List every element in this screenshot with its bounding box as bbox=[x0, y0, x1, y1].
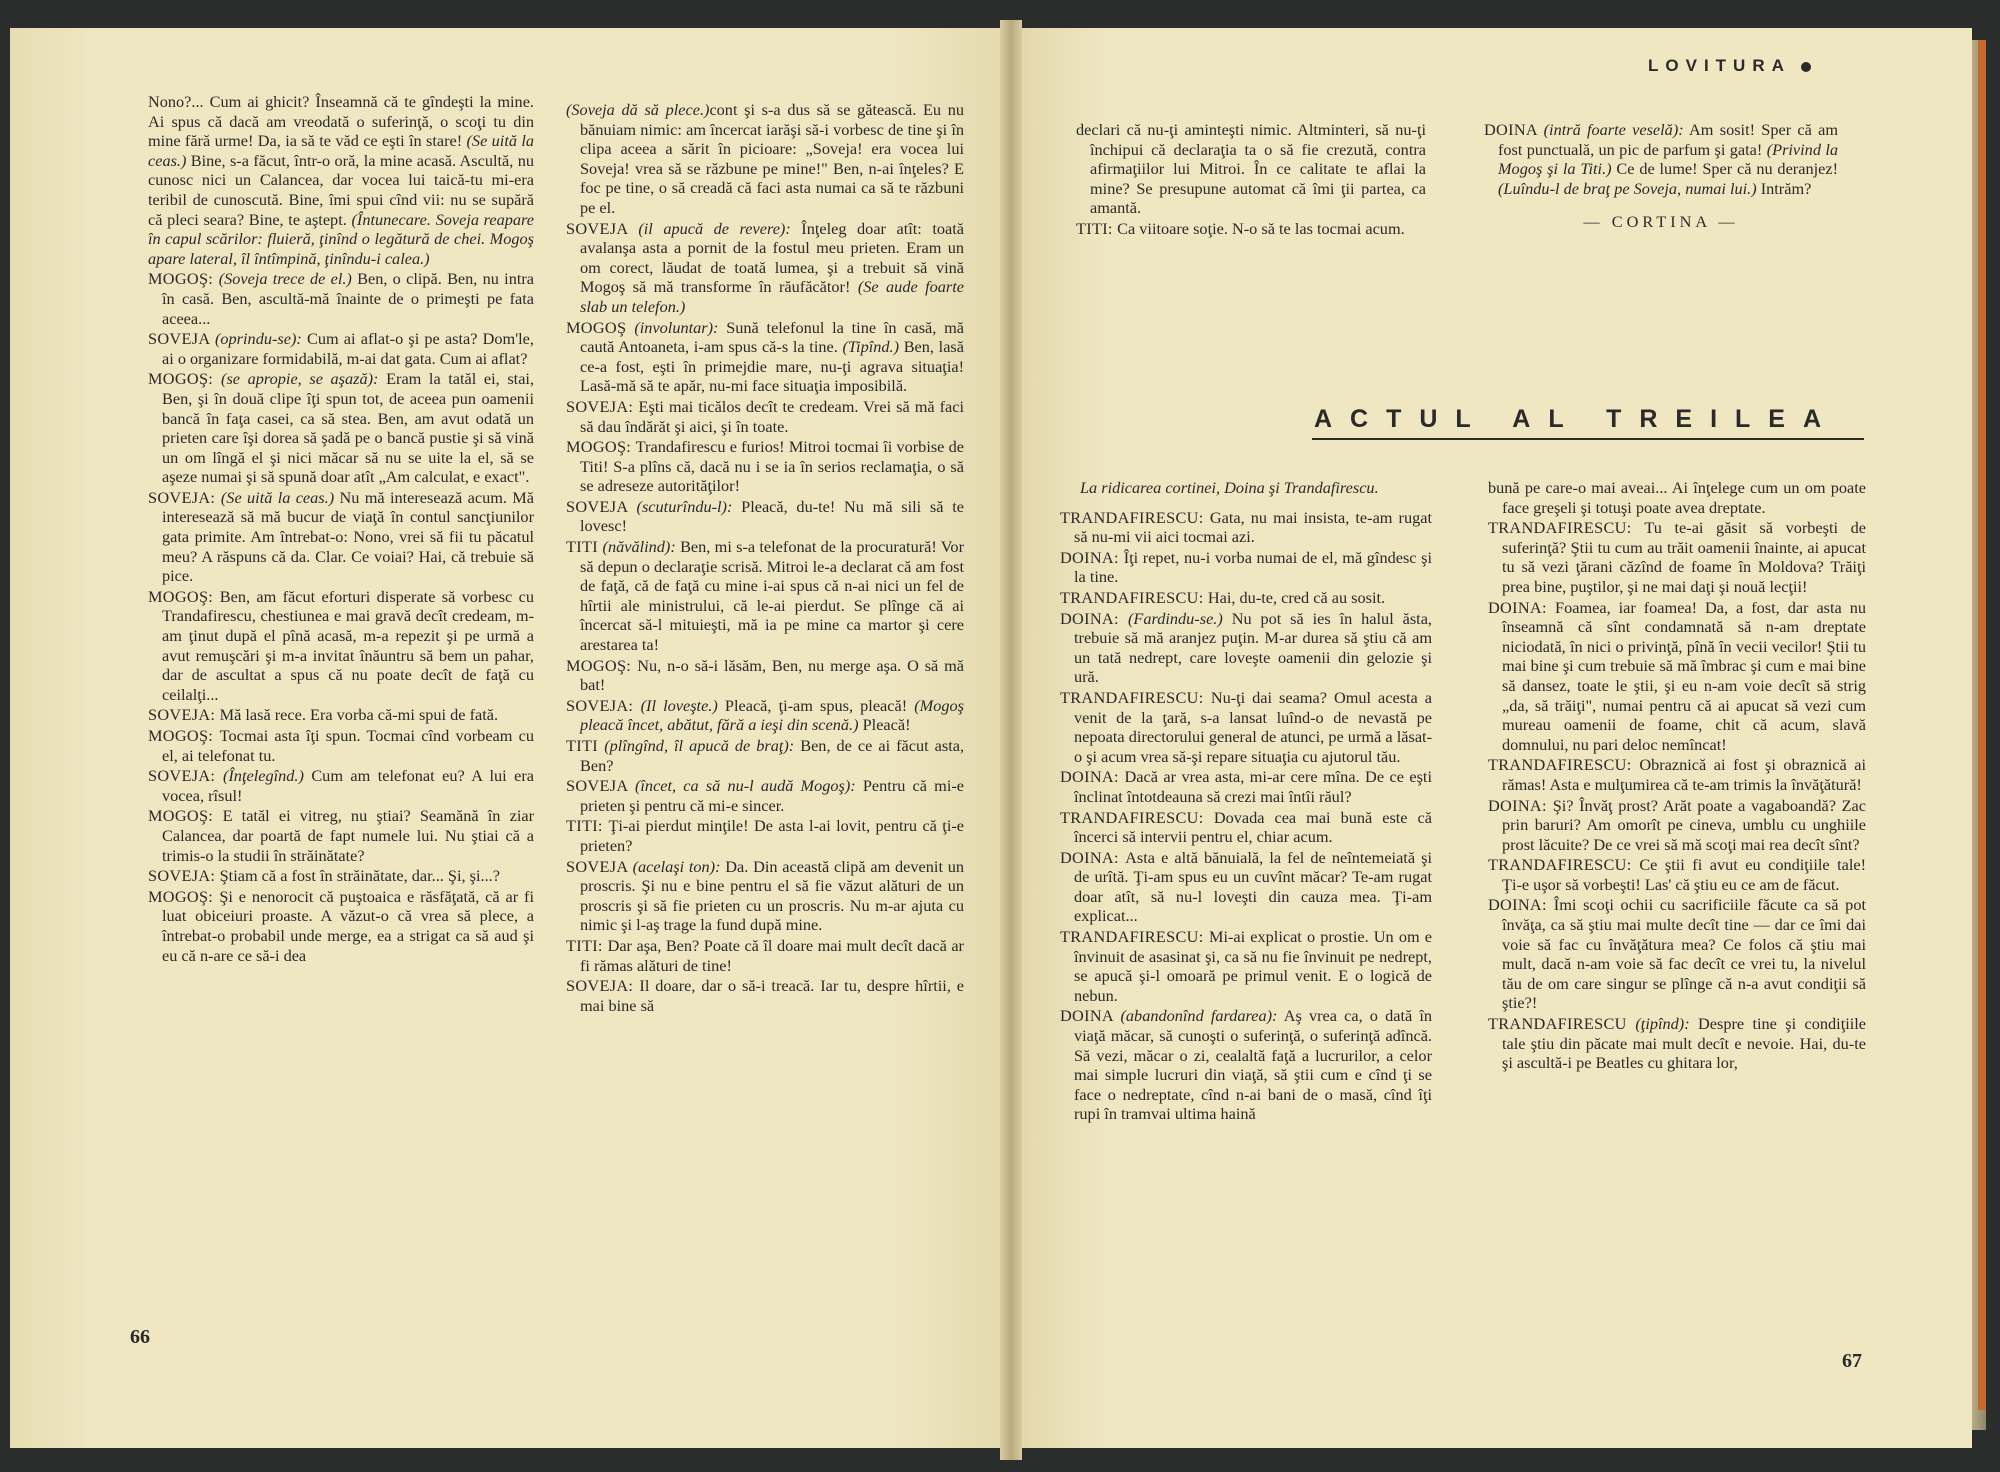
dialogue-text: Şi? Învăţ prost? Arăt poate a vagaboandă? Zac prin baruri? Am omorît pe cineva, umblu cu unghiile prost lăcuite? De ce vrei să mă scoţi mai rea decît sînt? bbox=[1502, 795, 1866, 854]
dialogue-text: Aş vrea ca, o dată în viaţă măcar, să cunoşti o suferinţă, o suferinţă adîncă. Să vezi, măcar o zi, cealaltă faţă a lucrurilor, a celor mai simple lucruri din viaţă, să ştii cum e cînd ţi se face o nedreptate, cînd n-ai bani de o masă, cînd îţi rupi în tramvai ultima haină bbox=[1074, 1006, 1432, 1124]
dialogue-text: Mi-ai explicat o prostie. Un om e învinuit de asasinat şi, ca să nu fie învinuit pe nedrept, se apucă şi-l omoară pe primul venit. E o logică de nebun. bbox=[1074, 927, 1433, 1005]
dialogue-text: Nu, n-o să-i lăsăm, Ben, nu merge aşa. O să mă bat! bbox=[580, 655, 964, 695]
stage-direction: (se apropie, se aşază): bbox=[221, 369, 379, 389]
dialogue-text: Ben, lasă ce-a fost, eşti în primejdie mare, nu-ţi agrava situaţia! Lasă-mă să te apăr, nu-mi face situaţia imposibilă. bbox=[580, 337, 964, 396]
dialogue-line bbox=[1060, 1006, 1432, 1124]
speaker-name: TRANDAFIRESCU: bbox=[1060, 927, 1209, 947]
stage-direction: (oprindu-se): bbox=[214, 329, 302, 349]
dialogue-text: Pleacă, du-te! Nu mă sili să te lovesc! bbox=[580, 496, 964, 536]
stage-direction: (il apucă de revere): bbox=[638, 218, 791, 238]
speaker-name: SOVEJA bbox=[566, 218, 639, 238]
speaker-name: SOVEJA: bbox=[566, 396, 639, 416]
speaker-name: MOGOŞ: bbox=[566, 437, 636, 457]
stage-direction: (Mogoş pleacă încet, abătut, fără a ieşi din scenă.) bbox=[580, 695, 964, 735]
stage-direction: (Înţelegînd.) bbox=[222, 766, 304, 786]
speaker-name: MOGOŞ: bbox=[148, 269, 219, 289]
dialogue-line bbox=[148, 269, 534, 328]
act-title-underline bbox=[1312, 438, 1864, 440]
speaker-name: DOINA bbox=[1484, 120, 1544, 139]
stage-direction: (Soveja dă să plece.) bbox=[566, 100, 710, 119]
speaker-name: SOVEJA bbox=[566, 496, 637, 516]
speaker-name: TRANDAFIRESCU: bbox=[1060, 807, 1214, 827]
stage-direction: (Il loveşte.) bbox=[640, 695, 718, 715]
stage-direction: (abandonînd fardarea): bbox=[1120, 1006, 1278, 1026]
dialogue-line bbox=[1060, 588, 1432, 608]
dialogue-text: E tatăl ei vitreg, nu ştiai? Seamănă în ziar Calancea, dar poartă de fapt numele lui. Nu ştiai că a trimis-o la studii în străinătate? bbox=[162, 806, 534, 865]
speaker-name: MOGOŞ bbox=[566, 317, 635, 337]
paragraph bbox=[148, 92, 534, 268]
page-number-left: 66 bbox=[130, 1326, 150, 1348]
dialogue-text: Pleacă, ţi-am spus, pleacă! bbox=[717, 695, 915, 715]
dialogue-text: Ben, am făcut eforturi disperate să vorbesc cu Trandafirescu, chestiunea e mai gravă decît credeam, m-am ţinut după el pînă acasă, m-a repezit şi pe urmă a avut remuşcări şi m-a invitat înăuntru să bem un pahar, dar de ascultat a spus că nu poate decît de faţă cu ceilalţi... bbox=[162, 586, 534, 704]
speaker-name: SOVEJA: bbox=[566, 976, 640, 996]
stage-direction: La ridicarea cortinei, Doina şi Trandafirescu. bbox=[1080, 478, 1379, 497]
speaker-name: MOGOŞ: bbox=[566, 655, 638, 675]
dialogue-line bbox=[1060, 609, 1432, 687]
dialogue-text: Cum ai aflat-o şi pe asta? Dom'le, ai o organizare formidabilă, m-ai dat gata. Cum ai aflat? bbox=[162, 329, 534, 368]
dialogue-text: Cum am telefonat eu? bbox=[303, 766, 472, 786]
dialogue-text: Îţi repet, nu-i vorba numai de el, mă gîndesc şi la tine. bbox=[1074, 547, 1432, 587]
text-run: Nono?... Cum ai ghicit? Înseamnă că te gîndeşti la mine. Ai spus că dacă am vreodată o suferinţă, o scoţi tu din mine fără urme! Da, ia să te văd ce eşti în stare! bbox=[148, 92, 534, 151]
act-title: ACTUL AL TREILEA bbox=[1314, 405, 1840, 433]
dialogue-text: Şi e nenorocit că puştoaica e răsfăţată, că ar fi luat obiceiuri proaste. A văzut-o că vrea să plece, a întrebat-o probabil unde merge, ea a strigat ca să aud şi eu că n-are ce să-i dea bbox=[162, 886, 535, 965]
stage-direction: (acelaşi ton): bbox=[632, 856, 721, 876]
dialogue-text: Obraznică ai fost şi obraznică ai rămas! Asta e mulţumirea că te-am trimis la învăţătură! bbox=[1502, 755, 1866, 794]
dialogue-text: Nu mă interesează acum. Mă interesează să mă bucur de viaţă în contul sancţiunilor gata primite. Am întrebat-o: Nono, vrei să fii tu păcatul meu? A răspuns că da. Clar. bbox=[162, 487, 534, 566]
speaker-name: SOVEJA bbox=[148, 329, 215, 349]
dialogue-line bbox=[566, 219, 964, 317]
dialogue-text: Ţi-ai pierdut minţile! De asta l-ai lovit, pentru că ţi-e prieten? bbox=[580, 816, 964, 855]
dialogue-line bbox=[1488, 796, 1866, 855]
dialogue-line bbox=[1488, 1014, 1866, 1073]
paragraph bbox=[566, 100, 964, 218]
column-6 bbox=[1488, 478, 1866, 1074]
speaker-name: DOINA: bbox=[1060, 608, 1128, 628]
speaker-name: DOINA: bbox=[1488, 895, 1554, 915]
speaker-name: TITI bbox=[566, 736, 605, 755]
dialogue-line bbox=[1488, 598, 1866, 755]
dialogue-line bbox=[148, 369, 534, 487]
dialogue-line bbox=[566, 537, 964, 655]
dialogue-line bbox=[1488, 855, 1866, 894]
stage-direction: (involuntar): bbox=[634, 317, 719, 337]
speaker-name: TRANDAFIRESCU: bbox=[1488, 855, 1640, 875]
dialogue-text: Asta e altă bănuială, la fel de neîntemeiată şi de urîtă. Ţi-am spus eu un cuvînt măcar? Te-am rugat doar atît, să nu-l loveşti din cauza mea. Ţi-am explicat... bbox=[1074, 847, 1432, 926]
dialogue-line bbox=[566, 437, 964, 496]
dialogue-line bbox=[1060, 767, 1432, 806]
dialogue-text: Ca viitoare soţie. N-o să te las tocmai acum. bbox=[1117, 218, 1405, 238]
dialogue-line bbox=[1076, 219, 1426, 239]
dialogue-text: Trandafirescu e furios! Mitroi tocmai îi vorbise de Titi! S-a plîns că, dacă nu i se ia în serios reclamaţia, o să se adreseze autorităţilor! bbox=[580, 437, 964, 496]
stage-direction: (Privind la Mogoş şi la Titi.) bbox=[1498, 139, 1838, 179]
stage-direction: (Soveja trece de el.) bbox=[218, 269, 352, 289]
speaker-name: TRANDAFIRESCU: bbox=[1060, 507, 1210, 527]
dialogue-text: Nu pot să ies în halul ăsta, trebuie să mă aranjez puţin. bbox=[1074, 608, 1432, 648]
dialogue-line bbox=[566, 497, 964, 536]
paragraph bbox=[1076, 120, 1426, 218]
speaker-name: TITI: bbox=[566, 816, 609, 836]
dialogue-line bbox=[148, 329, 534, 368]
dialogue-line bbox=[1060, 508, 1432, 547]
speaker-name: MOGOŞ: bbox=[148, 806, 223, 826]
speaker-name: SOVEJA bbox=[566, 856, 633, 876]
speaker-name: TITI bbox=[566, 537, 603, 557]
speaker-name: SOVEJA: bbox=[148, 487, 221, 507]
dialogue-line bbox=[566, 976, 964, 1015]
dialogue-line bbox=[148, 766, 534, 805]
running-header bbox=[1648, 56, 1811, 76]
dialogue-text: Dar aşa, Ben? Poate că îl doare mai mult decît dacă ar fi rămas alături de tine! bbox=[580, 935, 964, 975]
dialogue-text: Eşti mai ticălos decît te credeam. Vrei să mă faci să dau îndărăt şi aici, şi în toate. bbox=[580, 396, 964, 436]
stage-direction: (ţipînd): bbox=[1635, 1014, 1690, 1034]
book-spine bbox=[1000, 20, 1022, 1460]
paragraph bbox=[1488, 478, 1866, 517]
dialogue-text: cont şi s-a dus să se gătească. Eu nu bănuiam nimic: am încercat iarăşi să-i vorbesc de tine şi în clipa aceea a sărit în picioare: „Soveja! era vocea lui Soveja! vrea să se răzbune pe mine!" bbox=[580, 100, 965, 178]
dialogue-line bbox=[1060, 688, 1432, 766]
dialogue-line bbox=[1060, 548, 1432, 587]
column-5 bbox=[1060, 478, 1432, 1125]
dialogue-text: Da. Din această clipă am devenit un proscris. Şi nu e bine pentru el să fie văzut alături de un proscris şi să fie prieten cu un proscris. Nu m-ar ajuta cu nimic şi l-aş trage la fund după mine. bbox=[580, 856, 965, 935]
dialogue-line bbox=[1488, 755, 1866, 794]
dialogue-text: Intrăm? bbox=[1756, 178, 1812, 198]
dialogue-line bbox=[148, 806, 534, 865]
dialogue-text: Ben, ascultă-mă înainte de o primeşti pe fata aceea... bbox=[162, 288, 534, 328]
dialogue-text: Pentru că mi-e prieten şi pentru că mi-e sincer. bbox=[580, 776, 964, 815]
dialogue-text: Il doare, dar o să-i treacă. Iar tu, despre hîrtii, e mai bine să bbox=[580, 976, 965, 1015]
dialogue-line bbox=[148, 887, 534, 965]
dialogue-line bbox=[1060, 808, 1432, 847]
speaker-name: SOVEJA: bbox=[148, 766, 223, 786]
speaker-name: TITI: bbox=[566, 935, 608, 955]
dialogue-text: Ben, n-ai înţeles? E foc pe tine, o să creadă că faci asta numai ca să te răzbuni pe el. bbox=[580, 158, 964, 217]
speaker-name: TRANDAFIRESCU: bbox=[1060, 587, 1208, 607]
dialogue-text: Îmi scoţi ochii cu sacrificiile făcute ca să pot învăţa, ca să ştiu mai multe decît tine — dar ce îmi dai voie să fac cu învăţătura mea? Ce folos că ştiu mai mult, dacă n-am voie să fac decît ce vrei tu, la nivelul tău de om care singur se plînge că n-a avut condiţii să ştie?! bbox=[1502, 895, 1866, 1013]
speaker-name: DOINA: bbox=[1060, 547, 1124, 567]
dialogue-text: M-ar durea să ştiu că am un tată nedrept, care loveşte oamenii din gelozie şi ură. bbox=[1074, 628, 1432, 687]
speaker-name: TRANDAFIRESCU: bbox=[1488, 755, 1640, 775]
dialogue-line bbox=[566, 776, 964, 815]
speaker-name: DOINA: bbox=[1060, 847, 1126, 867]
dialogue-text: declari că nu-ţi aminteşti nimic. Altminteri, să nu-ţi închipui că declaraţia ta o să fie crezută, contra afirmaţiilor lui Mitroi. În ce calitate te aflai la mine? Se presupune automat că îmi ţii partea, ca amantă. bbox=[1076, 120, 1426, 218]
dialogue-text: Nu-ţi dai seama? Omul acesta a venit de la ţară, s-a lansat luînd-o de nevastă pe nepoata directorului general de atunci, pe urmă a lăsat-o şi acum vrea să-şi repare situaţia cu ajutorul tău. bbox=[1074, 687, 1433, 766]
dialogue-line bbox=[566, 656, 964, 695]
column-3 bbox=[1076, 120, 1426, 240]
stage-direction: (Întunecare. Soveja reapare în capul scărilor: fluieră, ţinînd o legătură de chei. Mogoş apare lateral, îl întîmpină, ţinîndu-i calea.) bbox=[148, 209, 534, 268]
speaker-name: MOGOŞ: bbox=[148, 369, 222, 389]
stage-direction: (plîngînd, îl apucă de braţ): bbox=[604, 736, 795, 755]
dialogue-line bbox=[566, 736, 964, 775]
dialogue-text: Dovada cea mai bună este că încerci să intervii pentru el, chiar acum. bbox=[1074, 807, 1432, 847]
running-title: LOVITURA bbox=[1648, 56, 1791, 75]
speaker-name: TITI: bbox=[1076, 218, 1118, 238]
bullet-icon bbox=[1801, 62, 1811, 72]
dialogue-text: Înţeleg doar atît: toată avalanşa asta a pornit de la fostul meu prieten. Eram un om corect, lăudat de toată lumea, şi a trebuit să vină Mogoş să mă transforme în răufăcător! bbox=[580, 218, 964, 297]
column-4 bbox=[1484, 120, 1838, 232]
dialogue-line bbox=[148, 488, 534, 586]
speaker-name: SOVEJA: bbox=[148, 866, 220, 886]
dialogue-line bbox=[566, 397, 964, 436]
speaker-name: TRANDAFIRESCU: bbox=[1488, 518, 1645, 538]
curtain-marker: — CORTINA — bbox=[1583, 212, 1739, 232]
stage-direction: (Tipînd.) bbox=[842, 337, 900, 357]
dialogue-line bbox=[566, 318, 964, 396]
speaker-name: DOINA: bbox=[1488, 795, 1553, 815]
dialogue-text: Tu te-ai găsit să vorbeşti de suferinţă? Ştii tu cum au trăit oamenii înainte, ai apucat tu să vezi ţărani căzînd de foame în Moldova? Trăiţi prea bine, puştilor, şi ne mai daţi şi nouă lecţii! bbox=[1502, 518, 1866, 596]
dialogue-text: Gata, nu mai insista, te-am rugat să nu-mi vii aici tocmai azi. bbox=[1074, 507, 1433, 547]
dialogue-text: Ben, mi s-a telefonat de la procuratură! Vor să depun o declaraţie scrisă. Mitroi le-a declarat că am fost de faţă, că de faţă cu mine i-ai spus că n-ai nici un fel de hîrtii ale ministrului, că le-ai pierdut. Se plînge că ai încercat să-l mituieşti, mă ia pe mine ca martor şi cere arestarea ta! bbox=[580, 537, 964, 655]
dialogue-line bbox=[566, 696, 964, 735]
dialogue-text: Ştiam că a fost în străinătate, dar... Şi, şi...? bbox=[219, 866, 500, 886]
dialogue-line bbox=[566, 936, 964, 975]
speaker-name: TRANDAFIRESCU bbox=[1488, 1014, 1636, 1034]
stage-direction: (Se aude foarte slab un telefon.) bbox=[580, 277, 965, 316]
dialogue-text: Hai, du-te, cred că au sosit. bbox=[1207, 587, 1386, 607]
speaker-name: SOVEJA: bbox=[148, 705, 220, 725]
dialogue-line bbox=[1060, 848, 1432, 926]
dialogue-line bbox=[1488, 518, 1866, 596]
column-1 bbox=[148, 92, 534, 966]
dialogue-line bbox=[148, 866, 534, 886]
dialogue-text: Ce de lume! Sper că nu deranjez! bbox=[1611, 159, 1838, 179]
stage-direction: (Se uită la ceas.) bbox=[148, 131, 535, 170]
speaker-name: DOINA bbox=[1060, 1006, 1121, 1026]
stage-direction: (Fardindu-se.) bbox=[1127, 608, 1223, 628]
dialogue-line bbox=[148, 726, 534, 765]
dialogue-text: bună pe care-o mai aveai... Ai înţelege cum un om poate face greşeli şi totuşi poate avea dreptate. bbox=[1488, 478, 1866, 517]
speaker-name: DOINA: bbox=[1060, 767, 1125, 787]
speaker-name: SOVEJA bbox=[566, 776, 635, 796]
speaker-name: MOGOŞ: bbox=[148, 886, 220, 906]
dialogue-text: A lui era vocea, rîsul! bbox=[162, 766, 535, 805]
dialogue-line bbox=[1484, 120, 1838, 198]
dialogue-text: Ce ştii fi avut eu condiţiile tale! Ţi-e uşor să vorbeşti! Las' că ştiu eu ce am de făcut. bbox=[1502, 855, 1867, 894]
stage-direction: (Luîndu-l de braţ pe Soveja, numai lui.) bbox=[1498, 178, 1757, 198]
dialogue-line bbox=[148, 587, 534, 705]
dialogue-text: „Am calculat, e exact". bbox=[378, 467, 530, 487]
dialogue-text: Despre tine şi condiţiile tale ştiu din păcate mai mult decît e nevoie. Hai, du-te şi ascultă-i pe Beatles cu ghitara lor, bbox=[1502, 1014, 1867, 1073]
dialogue-text: Dacă ar vrea asta, mi-ar cere mîna. De ce eşti înclinat întotdeauna să crezi mai întîi răul? bbox=[1074, 767, 1432, 806]
dialogue-text: Ben, o clipă. Ben, nu intra în casă. bbox=[162, 269, 535, 308]
text-run: Bine, s-a făcut, într-o oră, la mine acasă. Ascultă, nu cunosc nici un Calancea, dar vocea lui taică-tu mi-era teribil de cunoscută. Bine, îmi spui cînd vii: nu se supără că pleci seara? Bine, te aştept. bbox=[148, 150, 534, 229]
speaker-name: TRANDAFIRESCU: bbox=[1060, 687, 1211, 707]
dialogue-line bbox=[566, 857, 964, 935]
dialogue-line bbox=[148, 705, 534, 725]
stage-direction: (Se uită la ceas.) bbox=[220, 487, 335, 507]
stage-direction: (încet, ca să nu-l audă Mogoş): bbox=[634, 776, 856, 796]
speaker-name: SOVEJA: bbox=[566, 695, 641, 715]
dialogue-text: Pleacă! bbox=[858, 715, 911, 735]
dialogue-text: Foamea, iar foamea! Da, a fost, dar asta nu înseamnă că sînt condamnată să n-am dreptate niciodată, în nici o privinţă, pînă în vecii vecilor! Ştii tu mai bine şi cum trebuie să mă îmbrac şi cum e mai bine să dansez, toate le ştii, şi eu n-am voie decît să strig „da, să trăiţi", numai pentru că ai apucat să vezi cum mureau oamenii de foame, chit că acum, slavă domnului, nu pari deloc nemîncat! bbox=[1502, 597, 1866, 754]
dialogue-text: Sună telefonul la tine în casă, mă caută Antoaneta, i-am spus că-s la tine. bbox=[580, 317, 964, 357]
dialogue-line bbox=[1060, 927, 1432, 1005]
dialogue-line bbox=[1488, 895, 1866, 1013]
dialogue-text: Ce voiai? Hai, că trebuie să pice. bbox=[162, 546, 535, 586]
stage-direction: (intră foarte veselă): bbox=[1543, 120, 1684, 139]
speaker-name: MOGOŞ: bbox=[148, 726, 220, 745]
stage-direction: (năvălind): bbox=[602, 537, 676, 557]
page-number-right: 67 bbox=[1842, 1350, 1862, 1372]
dialogue-text: Mă lasă rece. Era vorba că-mi spui de fată. bbox=[219, 705, 499, 725]
paragraph bbox=[1060, 478, 1432, 498]
speaker-name: MOGOŞ: bbox=[148, 586, 220, 606]
dialogue-text: Tocmai asta îţi spun. Tocmai cînd vorbeam cu el, ai telefonat tu. bbox=[162, 726, 535, 765]
bookmark-strip bbox=[1978, 40, 1986, 1410]
stage-direction: (scuturîndu-l): bbox=[636, 496, 733, 516]
dialogue-text: Eram la tatăl ei, stai, Ben, şi în două clipe îţi spun tot, de aceea pun oamenii bancă în faţa casei, ca să stea. Ben, am avut odată un prieten care îşi dorea să şadă pe o bancă pustie şi să vină un om lîngă el şi nici măcar să nu se uite la el, să se aşeze numai şi să spună doar atît bbox=[162, 369, 535, 487]
dialogue-line bbox=[566, 816, 964, 855]
speaker-name: DOINA: bbox=[1488, 597, 1556, 617]
column-2 bbox=[566, 100, 964, 1016]
dialogue-text: Ben, de ce ai făcut asta, Ben? bbox=[580, 736, 965, 775]
dialogue-text: Am sosit! Sper că am fost punctuală, un pic de parfum şi gata! bbox=[1498, 120, 1839, 159]
